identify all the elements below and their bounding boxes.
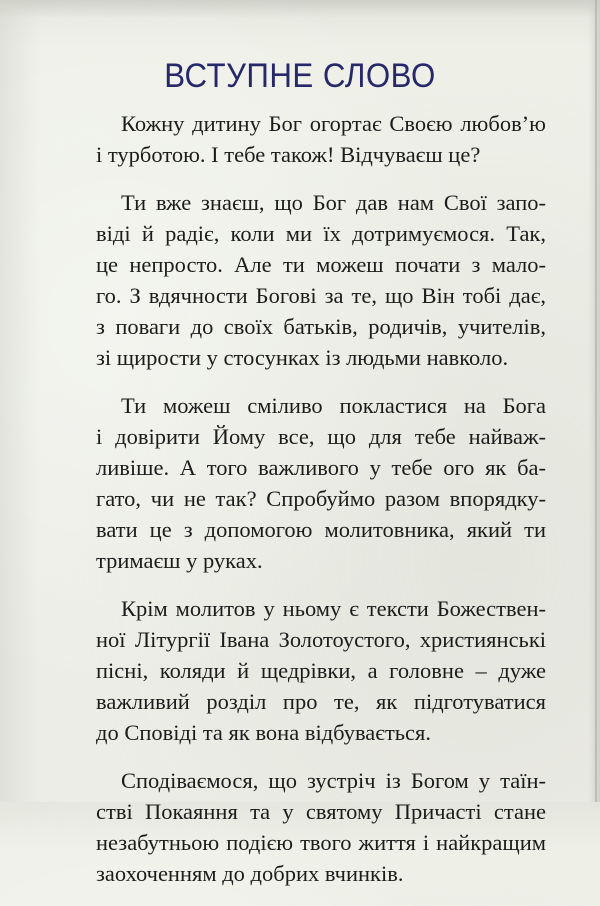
- text-line: віді й радіє, коли ми їх дотримуємося. Так,: [96, 221, 546, 246]
- text-line: важливий розділ про те, як підготуватися: [96, 689, 546, 714]
- text-line: стві Покаяння та у святому Причасті стане: [96, 799, 546, 824]
- paragraph-3: [96, 390, 546, 576]
- paragraph-4: [96, 593, 546, 748]
- text-line: Кожну дитину Бог огортає Своєю любов’ю: [121, 111, 546, 136]
- text-line: вати це з допомогою молитовника, який ти: [96, 517, 546, 542]
- paragraph-5: [96, 765, 546, 889]
- text-line: ливіше. А того важливого у тебе ого як ба-: [96, 455, 546, 480]
- text-line: ної Літургії Івана Золотоустого, християнські: [96, 627, 546, 652]
- text-line: тримаєш у руках.: [96, 548, 263, 573]
- page-title: ВСТУПНЕ СЛОВО: [164, 57, 436, 95]
- text-line: це непросто. Але ти можеш почати з мало-: [96, 252, 546, 277]
- text-line: Ти вже знаєш, що Бог дав нам Свої запо-: [121, 190, 546, 215]
- page-top-shadow: [0, 0, 600, 18]
- text-line: і довірити Йому все, що для тебе найваж-: [96, 424, 546, 449]
- text-line: Крім молитов у ньому є тексти Божествен-: [121, 596, 546, 621]
- text-line: зі щирости у стосунках із людьми навколо.: [96, 345, 509, 370]
- text-line: до Сповіді та як вона відбувається.: [96, 720, 432, 745]
- text-line: незабутньою подією твого життя і найкращим: [96, 830, 546, 855]
- text-line: Ти можеш сміливо покластися на Бога: [121, 393, 546, 418]
- text-line: заохоченням до добрих вчинків.: [96, 861, 404, 886]
- paragraph-1: [96, 108, 546, 170]
- text-line: і турботою. І тебе також! Відчуваєш це?: [96, 142, 481, 167]
- page-right-edge: [588, 0, 600, 802]
- page-edge-line: [595, 0, 597, 802]
- text-line: гато, чи не так? Спробуймо разом впорядку-: [96, 486, 546, 511]
- paragraph-2: [96, 187, 546, 373]
- page-left-shadow: [0, 0, 40, 802]
- text-line: з поваги до своїх батьків, родичів, учителів,: [96, 314, 546, 339]
- text-line: пісні, коляди й щедрівки, а головне – дуже: [96, 658, 546, 683]
- body-text: [96, 108, 546, 906]
- text-line: го. З вдячности Богові за те, що Він тобі дає,: [96, 283, 546, 308]
- text-line: Сподіваємося, що зустріч із Богом у таїн-: [121, 768, 546, 793]
